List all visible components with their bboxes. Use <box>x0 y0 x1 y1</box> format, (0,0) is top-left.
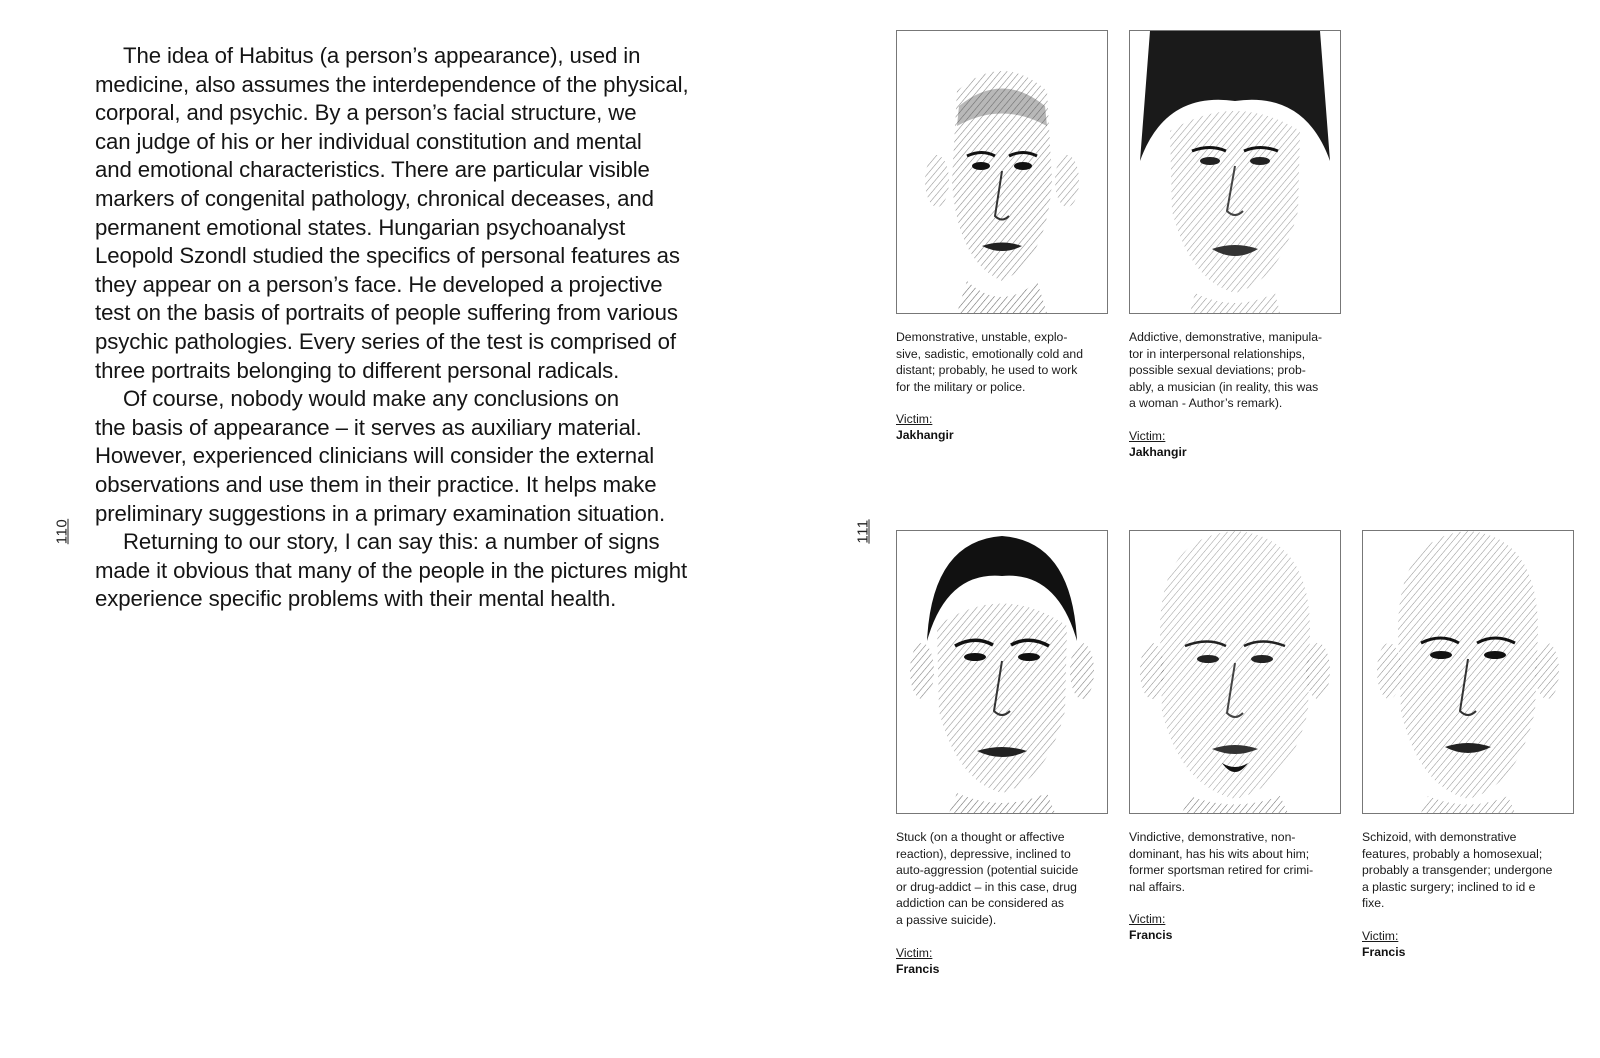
portrait-image <box>1129 30 1341 314</box>
sketch-portrait-bald-icon <box>1363 531 1573 813</box>
portrait-image <box>1362 530 1574 814</box>
victim-name: Francis <box>896 961 940 976</box>
paragraph-2: Of course, nobody would make any conclusions on the basis of appearance – it serves as auxiliary material. However, experienced clinicians will consider the external observations and use them in their practice. It helps make preliminary suggestions in a primary examination situation. <box>95 386 666 526</box>
portrait-image <box>896 30 1108 314</box>
page-number-left: 110 <box>53 518 71 545</box>
portrait-caption: Addictive, demonstrative, manipula- tor in interpersonal relationships, possible sexual deviations; prob- ably, a musician (in reality, this was a woman - Author’s remark). <box>1129 330 1323 411</box>
portrait-card <box>896 30 1108 443</box>
sketch-portrait-dark-hair-icon <box>1130 31 1340 313</box>
portrait-caption: Stuck (on a thought or affective reaction), depressive, inclined to auto-aggression (potential suicide or drug-addict – in this case, drug addiction can be considered as a passive suicide). <box>896 830 1079 927</box>
portrait-card <box>1129 30 1341 460</box>
victim-label: Victim: <box>1129 912 1166 927</box>
portrait-card <box>1129 530 1341 943</box>
victim-name: Jakhangir <box>896 428 954 443</box>
portrait-image <box>1129 530 1341 814</box>
portrait-caption: Schizoid, with demonstrative features, probably a homosexual; probably a transgender; undergone a plastic surgery; inclined to id e fixe. <box>1362 830 1553 911</box>
sketch-portrait-man-receding-hair-icon <box>897 31 1107 313</box>
page-number-right: 111 <box>854 519 872 544</box>
paragraph-1: The idea of Habitus (a person’s appearance), used in medicine, also assumes the interdependence of the physical, corporal, and psychic. By a person’s facial structure, we can judge of his or her individual constitution and mental and emotional characteristics. There are particular visible markers of congenital pathology, chronical deceases, and permanent emotional states. Hungarian psychoanalyst Leopold Szondl studied the specifics of personal features as they appear on a person’s face. He developed a projective test on the basis of portraits of people suffering from various psychic pathologies. Every series of the test is comprised of three portraits belonging to different personal radicals. <box>95 43 689 383</box>
victim-name: Francis <box>1362 944 1406 959</box>
right-page <box>800 0 1600 1058</box>
sketch-portrait-short-dark-hair-icon <box>897 531 1107 813</box>
paragraph-3: Returning to our story, I can say this: a number of signs made it obvious that many of the people in the pictures might experience specific problems with their mental health. <box>95 529 688 612</box>
portrait-card <box>896 530 1108 977</box>
victim-label: Victim: <box>1129 428 1166 443</box>
body-text <box>95 42 755 614</box>
victim-label: Victim: <box>1362 928 1399 943</box>
portrait-image <box>896 530 1108 814</box>
victim-name: Francis <box>1129 928 1173 943</box>
sketch-portrait-shaved-head-goatee-icon <box>1130 531 1340 813</box>
victim-name: Jakhangir <box>1129 444 1187 459</box>
victim-label: Victim: <box>896 412 933 427</box>
portrait-caption: Vindictive, demonstrative, non- dominant, has his wits about him; former sportsman retired for crimi- nal affairs. <box>1129 830 1314 894</box>
victim-label: Victim: <box>896 945 933 960</box>
portrait-card <box>1362 530 1574 960</box>
portrait-caption: Demonstrative, unstable, explo- sive, sadistic, emotionally cold and distant; probably, he used to work for the military or police. <box>896 330 1083 394</box>
